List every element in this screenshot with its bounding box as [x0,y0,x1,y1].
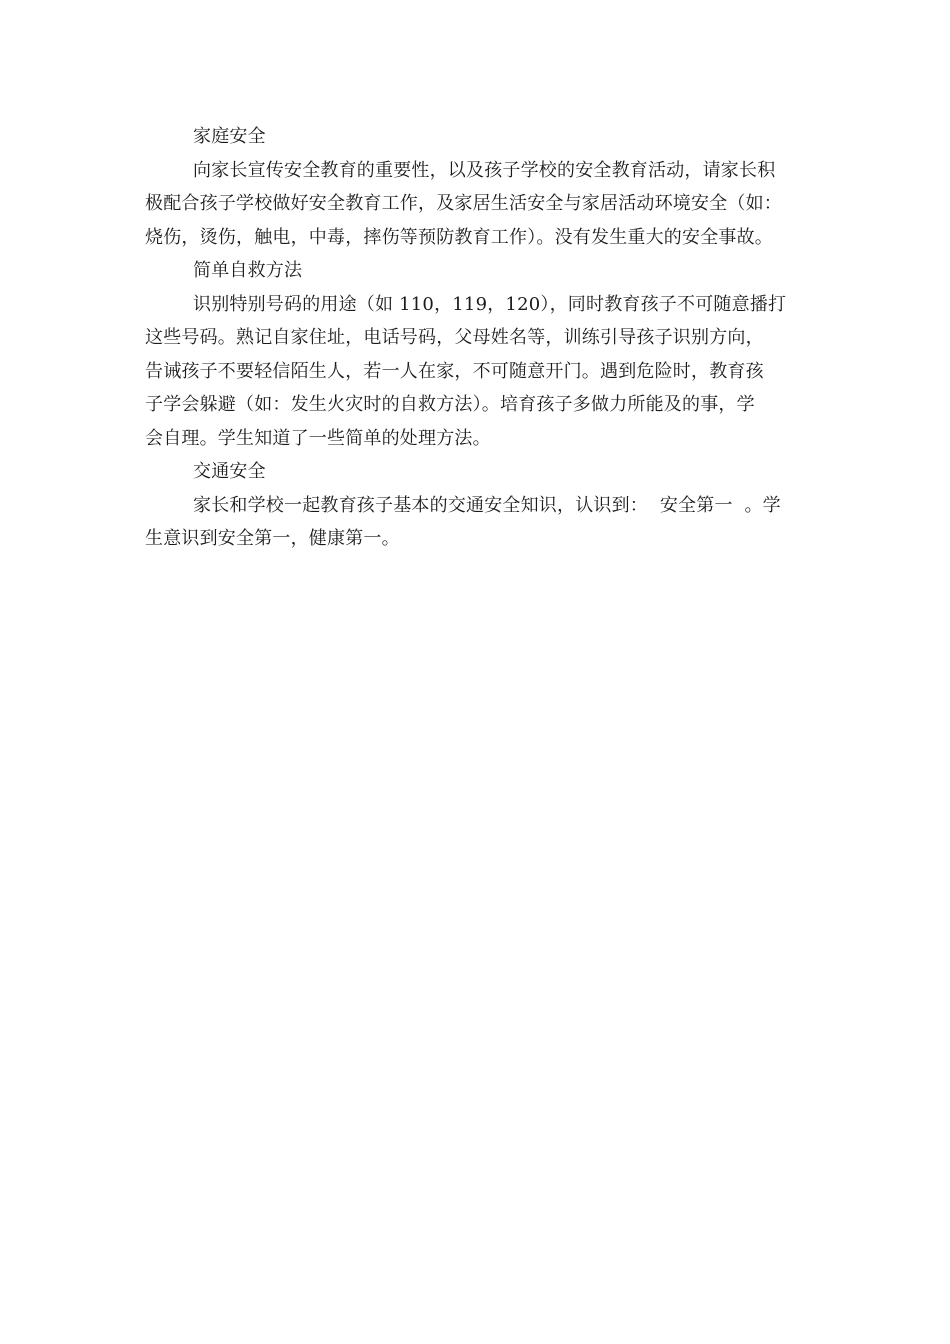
section-heading-traffic-safety: 交通安全 [193,461,266,482]
paragraph-line: 极配合孩子学校做好安全教育工作，及家居生活安全与家居活动环境安全（如： [145,193,782,214]
paragraph-line: 子学会躲避（如：发生火灾时的自救方法）。培育孩子多做力所能及的事，学 [145,394,755,415]
section-paragraph-self-rescue [145,288,805,456]
paragraph-line: 识别特别号码的用途（如 110，119，120），同时教育孩子不可随意播打 [193,293,787,315]
section-heading-home-safety: 家庭安全 [193,126,266,147]
section-heading-self-rescue: 简单自救方法 [193,260,303,281]
paragraph-line: 家长和学校一起教育孩子基本的交通安全知识，认识到： 安全第一 。学 [193,494,781,516]
paragraph-line: 会自理。学生知道了一些简单的处理方法。 [145,427,491,449]
paragraph-line: 向家长宣传安全教育的重要性，以及孩子学校的安全教育活动，请家长积 [193,159,776,181]
paragraph-line: 生意识到安全第一，健康第一。 [145,528,400,549]
paragraph-line: 告诫孩子不要轻信陌生人，若一人在家，不可随意开门。遇到危险时，教育孩 [145,360,764,382]
paragraph-line: 这些号码。熟记自家住址，电话号码，父母姓名等，训练引导孩子识别方向， [145,327,764,348]
section-paragraph-home-safety [145,154,805,255]
section-paragraph-traffic-safety [145,489,805,556]
paragraph-line: 烧伤，烫伤，触电，中毒，摔伤等预防教育工作）。没有发生重大的安全事故。 [145,226,773,248]
document-body [145,120,805,556]
